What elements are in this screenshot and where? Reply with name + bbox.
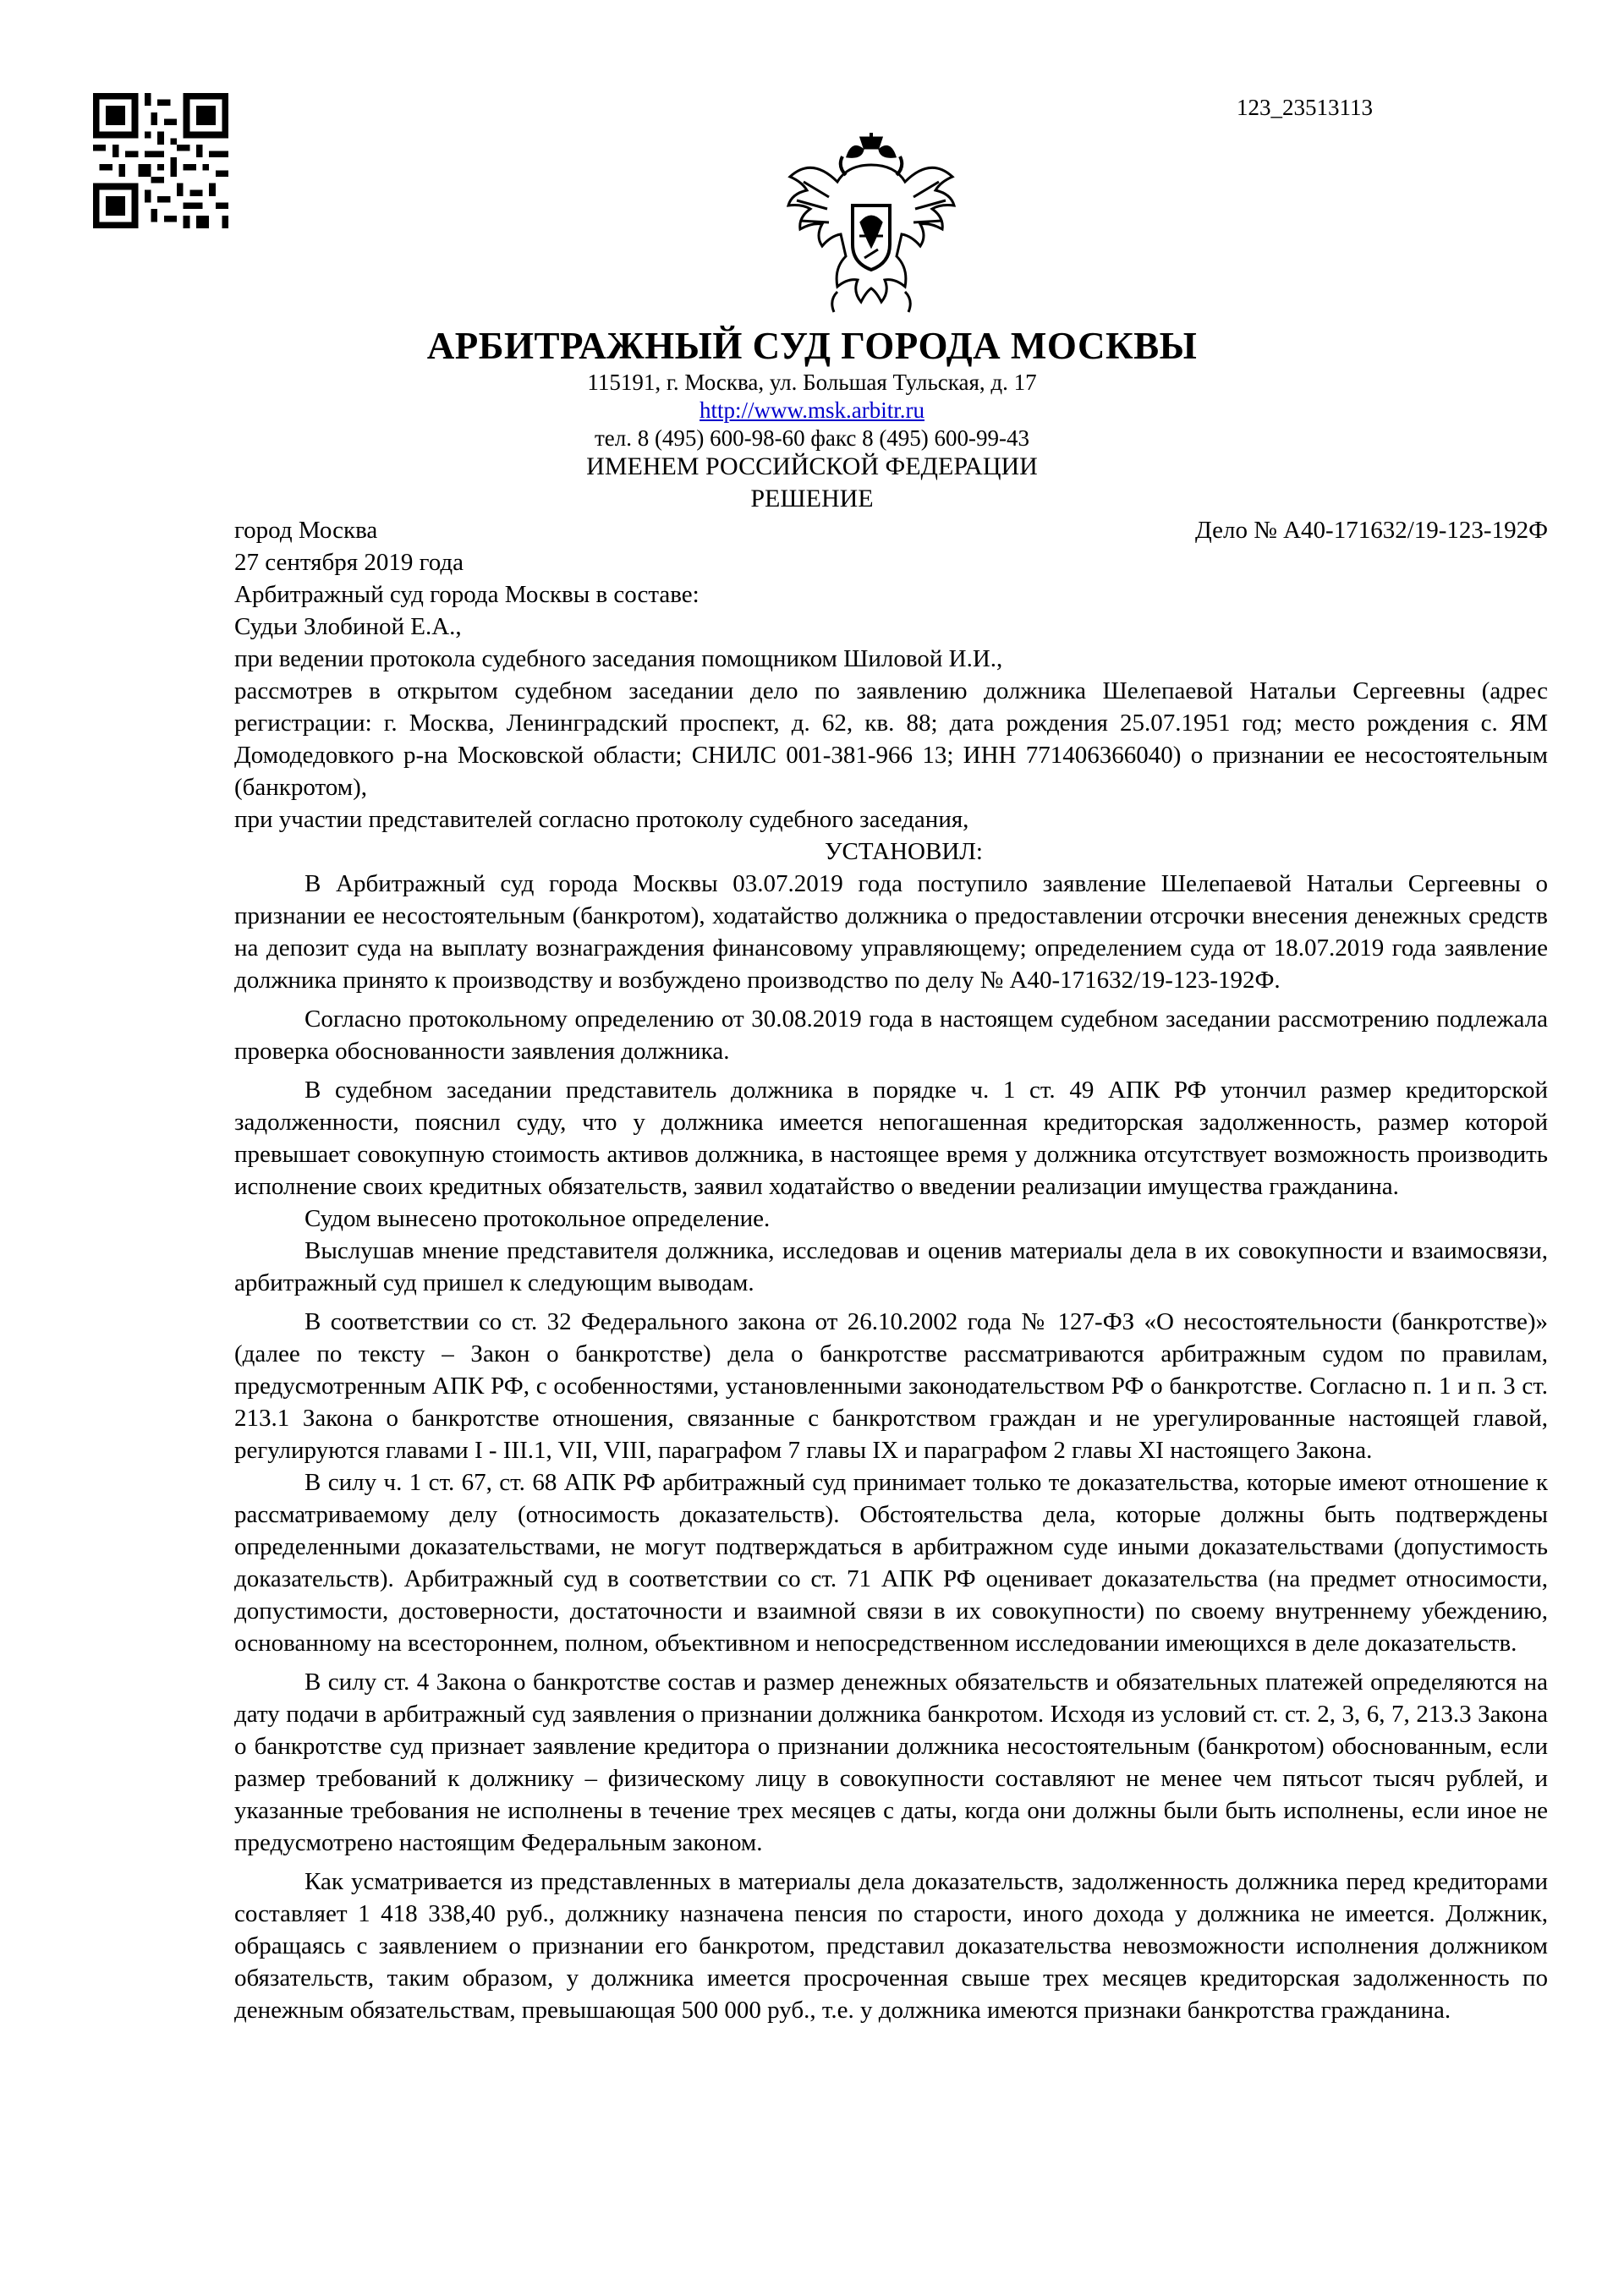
paragraph: Согласно протокольному определению от 30.08.2019 года в настоящем судебном заседании рассмотрению подлежала проверка обоснованности заявления должника. [234, 1006, 1548, 1065]
paragraph: Судом вынесено протокольное определение. [304, 1205, 771, 1232]
city-case-row [234, 514, 1548, 546]
document-code: 123_23513113 [1237, 95, 1373, 120]
court-composition: Арбитражный суд города Москвы в составе: [234, 581, 700, 608]
paragraph: В соответствии со ст. 32 Федерального закона от 26.10.2002 года № 127-ФЗ «О несостоятельности (банкротстве)» (далее по тексту – Закон о банкротстве) дела о банкротстве рассматриваются арбитражным судом по правилам, предусмотренным АПК РФ, с особенностями, установленными законодательством РФ о банкротстве. Согласно п. 1 и п. 3 ст. 213.1 Закона о банкротстве отношения, связанные с банкротством граждан и не урегулированные настоящей главой, регулируются главами I - III.1, VII, VIII, параграфом 7 главы IX и параграфом 2 главы XI настоящего Закона. [234, 1308, 1548, 1464]
qr-code-icon [93, 93, 228, 228]
protocol-clerk: при ведении протокола судебного заседания помощником Шиловой И.И., [234, 645, 1003, 672]
document-body [234, 514, 1548, 2026]
decision-date: 27 сентября 2019 года [234, 549, 464, 576]
court-address: 115191, г. Москва, ул. Большая Тульская, д. 17 [587, 370, 1037, 395]
city: город Москва [234, 517, 378, 544]
paragraph: В судебном заседании представитель должника в порядке ч. 1 ст. 49 АПК РФ утончил размер кредиторской задолженности, пояснил суду, что у должника имеется непогашенная кредиторская задолженность, размер которой превышает совокупную стоимость активов должника, в настоящее время у должника отсутствует возможность производить исполнение своих кредитных обязательств, заявил ходатайство о введении реализации имущества гражданина. [234, 1077, 1548, 1200]
paragraph: Как усматривается из представленных в материалы дела доказательств, задолженность должника перед кредиторами составляет 1 418 338,40 руб., должнику назначена пенсия по старости, иного дохода у должника не имеется. Должник, обращаясь с заявлением о признании его банкротом, представил доказательства невозможности исполнения должником обязательств, таким образом, у должника имеется просроченная свыше трех месяцев кредиторская задолженность по денежным обязательствам, превышающая 500 000 руб., т.е. у должника имеются признаки банкротства гражданина. [234, 1868, 1548, 2024]
case-considering: рассмотрев в открытом судебном заседании дело по заявлению должника Шелепаевой Натальи Сергеевны (адрес регистрации: г. Москва, Ленинградский проспект, д. 62, кв. 88; дата рождения 25.07.1951 год; место рождения с. ЯМ Домодедовкого р-на Московской области; СНИЛС 001-381-966 13; ИНН 771406366040) о признании ее несостоятельным (банкротом), [234, 677, 1548, 801]
decision-title: РЕШЕНИЕ [750, 485, 874, 512]
paragraph: В силу ст. 4 Закона о банкротстве состав и размер денежных обязательств и обязательных платежей определяются на дату подачи в арбитражный суд заявления о признании должника банкротом. Исходя из условий ст. ст. 2, 3, 6, 7, 213.3 Закона о банкротстве суд признает заявление кредитора о признании должника несостоятельным (банкротом) обоснованным, если размер требований к должнику – физическому лицу в совокупности составляют не менее чем пятьсот тысяч рублей, и указанные требования не исполнены в течение трех месяцев с даты, когда они должны были быть исполнены, если иное не предусмотрено настоящим Федеральным законом. [234, 1669, 1548, 1856]
case-number: Дело № А40-171632/19-123-192Ф [1194, 517, 1548, 544]
paragraph: В Арбитражный суд города Москвы 03.07.2019 года поступило заявление Шелепаевой Натальи Сергеевны о признании ее несостоятельным (банкротом), ходатайство должника о предоставлении отсрочки внесения денежных средств на депозит суда на выплату вознаграждения финансовому управляющему; определением суда от 18.07.2019 года заявление должника принято к производству и возбуждено производство по делу № А40-171632/19-123-192Ф. [234, 870, 1548, 994]
participation: при участии представителей согласно протоколу судебного заседания, [234, 806, 969, 833]
paragraph: Выслушав мнение представителя должника, исследовав и оценив материалы дела в их совокупности и взаимосвязи, арбитражный суд пришел к следующим выводам. [234, 1237, 1548, 1296]
established-heading: УСТАНОВИЛ: [825, 838, 983, 865]
judge-name: Судьи Злобиной Е.А., [234, 613, 462, 640]
court-name: АРБИТРАЖНЫЙ СУД ГОРОДА МОСКВЫ [426, 325, 1198, 367]
court-website-link[interactable]: http://www.msk.arbitr.ru [700, 397, 924, 423]
in-the-name-heading: ИМЕНЕМ РОССИЙСКОЙ ФЕДЕРАЦИИ [586, 452, 1038, 480]
coat-of-arms-icon [787, 131, 956, 321]
court-phones: тел. 8 (495) 600-98-60 факс 8 (495) 600-99-43 [594, 425, 1030, 451]
paragraph: В силу ч. 1 ст. 67, ст. 68 АПК РФ арбитражный суд принимает только те доказательства, которые имеют отношение к рассматриваемому делу (относимость доказательств). Обстоятельства дела, которые должны быть подтверждены определенными доказательствами, не могут подтверждаться в арбитражном суде иными доказательствами (допустимость доказательств). Арбитражный суд в соответствии со ст. 71 АПК РФ оценивает доказательства (на предмет относимости, допустимости, достоверности, достаточности и взаимной связи в их совокупности) по своему внутреннему убеждению, основанному на всестороннем, полном, объективном и непосредственном исследовании имеющихся в деле доказательств. [234, 1469, 1548, 1657]
